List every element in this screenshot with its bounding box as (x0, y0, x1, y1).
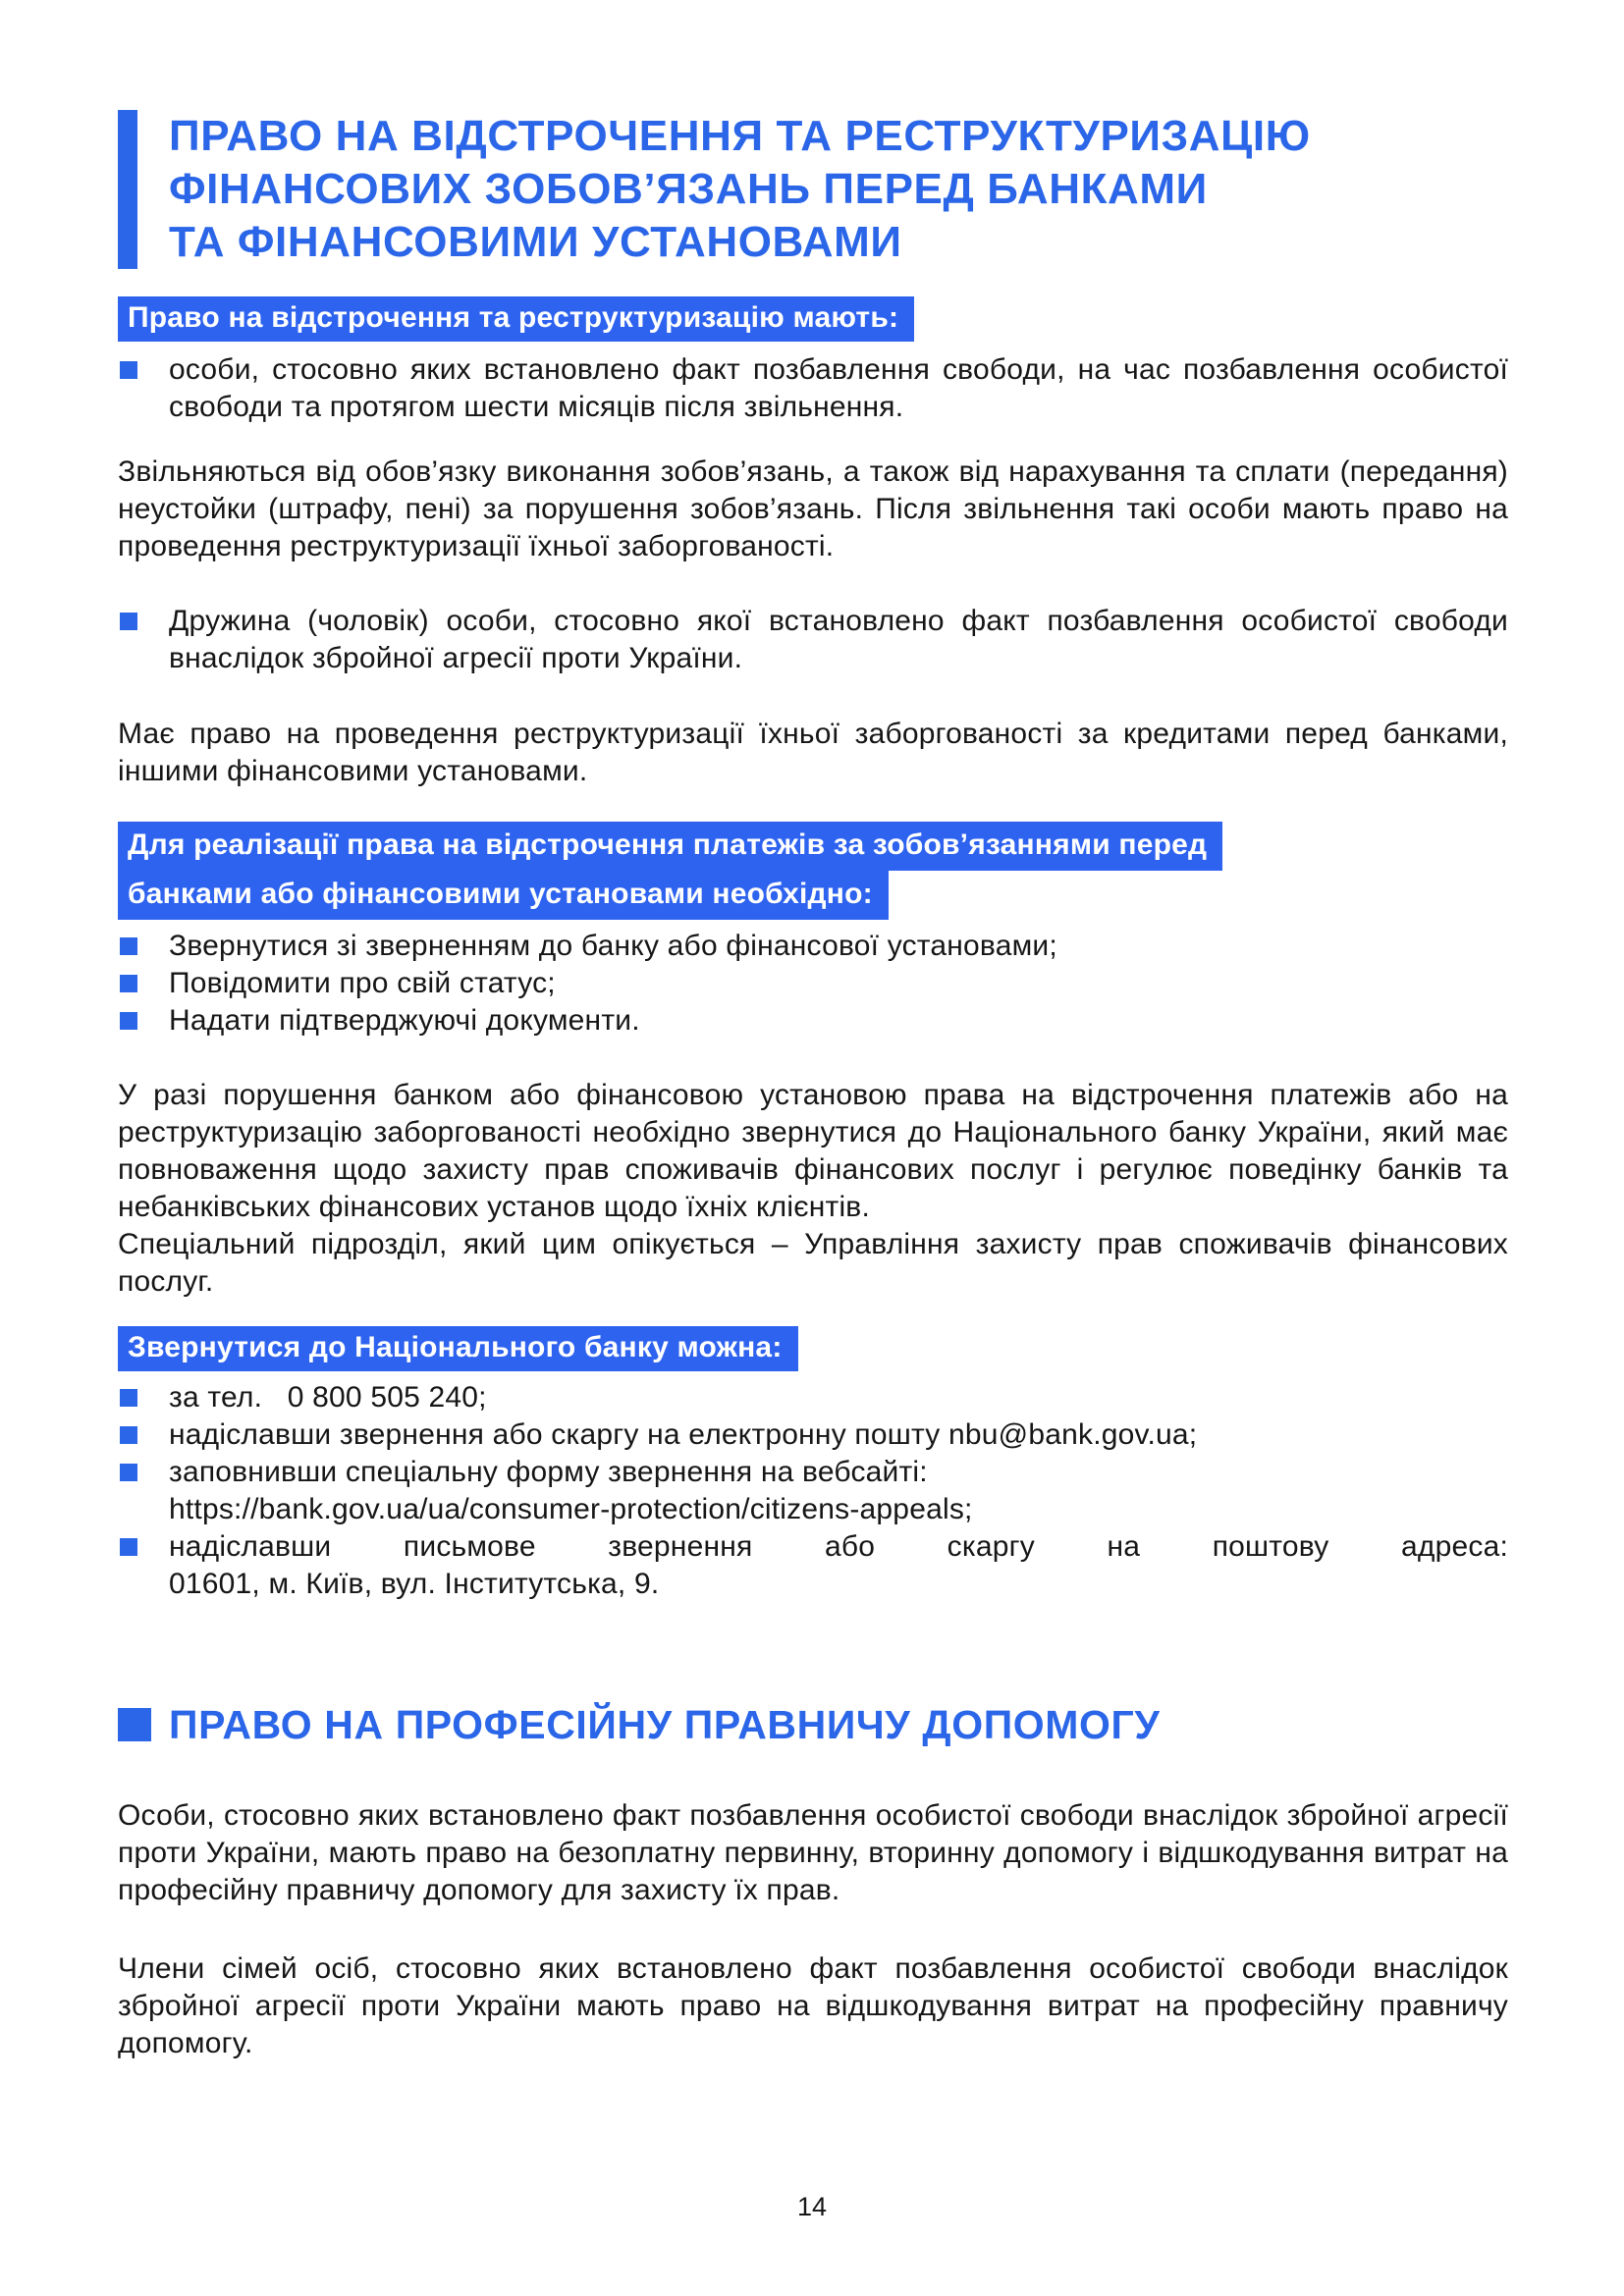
band-contact (118, 1326, 1508, 1371)
band-who-has-right (118, 296, 1508, 342)
band-who-has-right-label: Право на відстрочення та реструктуризацію мають: (118, 296, 914, 342)
band-howto-line-2: банками або фінансовими установами необхідно: (118, 871, 889, 920)
title-accent-bar (118, 110, 137, 269)
contact-email-text: надіславши звернення або скаргу на електронну пошту nbu@bank.gov.ua; (169, 1418, 1198, 1451)
bullet-persons-text: особи, стосовно яких встановлено факт позбавлення свободи, на час позбавлення особистої свободи та протягом шести місяців після звільнення. (169, 353, 1508, 423)
section-deferral-title-text (169, 110, 1311, 269)
contact-webform-url: https://bank.gov.ua/ua/consumer-protection/citizens-appeals; (169, 1493, 973, 1525)
band-contact-label: Звернутися до Національного банку можна: (118, 1326, 798, 1371)
contact-mail-text: надіславши письмове звернення або скаргу на поштову адреса: (169, 1530, 1508, 1563)
bullet-contact-mail (118, 1528, 1508, 1566)
bullet-howto-2-text: Повідомити про свій статус; (169, 967, 556, 999)
section-legal-aid-title-text: ПРАВО НА ПРОФЕСІЙНУ ПРАВНИЧУ ДОПОМОГУ (169, 1702, 1161, 1747)
bullet-spouse-text: Дружина (чоловік) особи, стосовно якої встановлено факт позбавлення особистої свободи внаслідок збройної агресії проти України. (169, 605, 1508, 674)
para-legal-aid-family: Члени сімей осіб, стосовно яких встановлено факт позбавлення особистої свободи внаслідок збройної агресії проти України мають право на відшкодування витрат на професійну правничу допомогу. (118, 1952, 1508, 2059)
bullet-howto-3-text: Надати підтверджуючі документи. (169, 1004, 640, 1037)
bullet-square-icon (120, 361, 137, 379)
title-line-1: ПРАВО НА ВІДСТРОЧЕННЯ ТА РЕСТРУКТУРИЗАЦІЮ (169, 112, 1311, 160)
section-deferral-title (118, 110, 1508, 269)
bullet-contact-phone (118, 1379, 1508, 1416)
band-howto (118, 822, 1508, 920)
bullet-square-icon (120, 975, 137, 992)
bullet-howto-3 (118, 1002, 1508, 1040)
bullet-square-icon (120, 613, 137, 630)
band-howto-line-1: Для реалізації права на відстрочення платежів за зобов’язаннями перед (118, 822, 1222, 871)
bullet-square-icon (120, 937, 137, 955)
bullet-howto-1-text: Звернутися зі зверненням до банку або фінансової установами; (169, 930, 1057, 962)
bullet-square-icon (120, 1012, 137, 1030)
bullet-howto-2 (118, 965, 1508, 1002)
bullet-square-icon (120, 1538, 137, 1556)
page-number: 14 (796, 2192, 828, 2221)
bullet-square-icon (120, 1426, 137, 1444)
contact-phone-text: за тел. 0 800 505 240; (169, 1381, 487, 1414)
bullet-square-icon (120, 1389, 137, 1407)
bullet-spouse (118, 603, 1508, 677)
para-spouse-right: Має право на проведення реструктуризації їхньої заборгованості за кредитами перед банками, іншими фінансовими установами. (118, 718, 1508, 787)
bullet-persons (118, 351, 1508, 426)
contact-webform-text: заповнивши спеціальну форму звернення на вебсайті: (169, 1456, 928, 1488)
contact-mail-address: 01601, м. Київ, вул. Інститутська, 9. (169, 1568, 660, 1600)
title-line-2: ФІНАНСОВИХ ЗОБОВ’ЯЗАНЬ ПЕРЕД БАНКАМИ (169, 165, 1208, 213)
bullet-howto-1 (118, 928, 1508, 965)
para-release: Звільняються від обов’язку виконання зобов’язань, а також від нарахування та сплати (передання) неустойки (штрафу, пені) за порушення зобов’язань. Після звільнення такі особи мають право на проведення реструктуризації їхньої заборгованості. (118, 455, 1508, 562)
para-violation: У разі порушення банком або фінансовою установою права на відстрочення платежів або на реструктуризацію заборгованості необхідно звернутися до Національного банку України, який має повноваження щодо захисту прав споживачів фінансових послуг і регулює поведінку банків та небанківських фінансових установ щодо їхніх клієнтів. Спеціальний підрозділ, який цим опікується – Управління захисту прав споживачів фінансових послуг. (118, 1079, 1508, 1298)
title-line-3: ТА ФІНАНСОВИМИ УСТАНОВАМИ (169, 218, 902, 266)
bullet-contact-email (118, 1416, 1508, 1454)
para-legal-aid-persons: Особи, стосовно яких встановлено факт позбавлення особистої свободи внаслідок збройної агресії проти України, мають право на безоплатну первинну, вторинну допомогу і відшкодування витрат на професійну правничу допомогу для захисту їх прав. (118, 1799, 1508, 1906)
section-square-icon (118, 1708, 151, 1741)
bullet-contact-webform (118, 1454, 1508, 1491)
section-legal-aid-title (118, 1703, 1508, 1746)
bullet-square-icon (120, 1464, 137, 1481)
